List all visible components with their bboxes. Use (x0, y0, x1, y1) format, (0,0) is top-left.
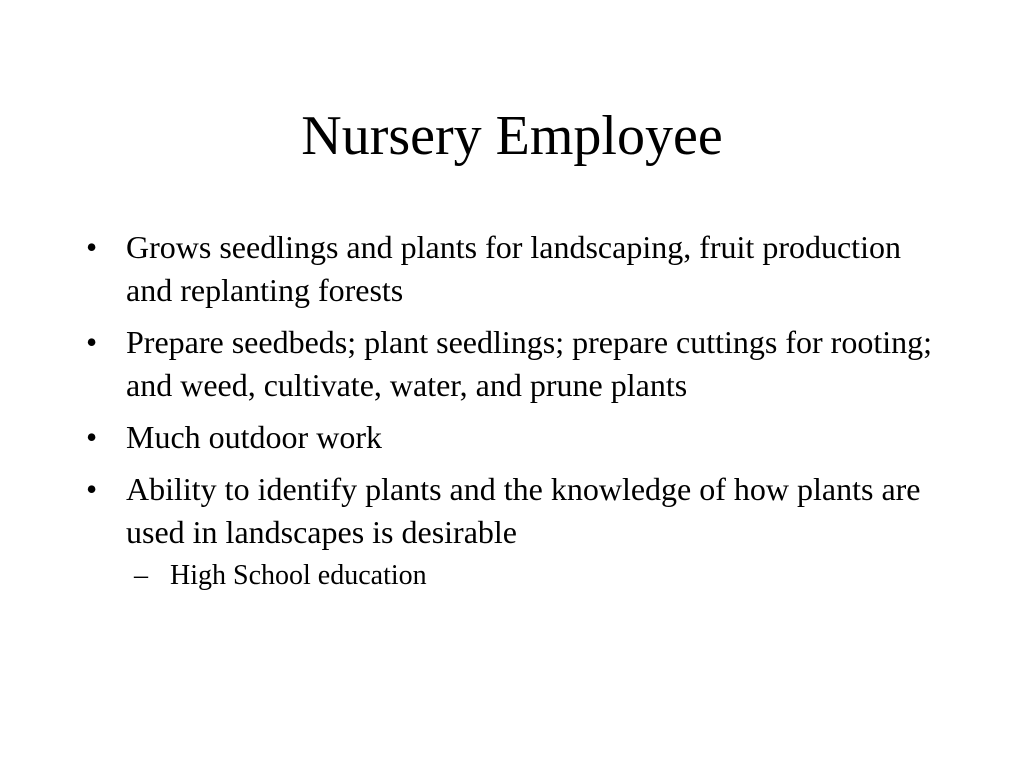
bullet-list (83, 226, 953, 603)
bullet-item (83, 468, 953, 594)
bullet-item (83, 321, 953, 407)
bullet-marker: • (86, 229, 98, 265)
bullet-marker: • (86, 419, 98, 455)
bullet-marker: • (86, 324, 98, 360)
bullet-text: Grows seedlings and plants for landscaping, fruit production and replanting forests (126, 229, 901, 308)
sub-bullet-list (126, 558, 953, 594)
sub-bullet-text: High School education (170, 560, 427, 591)
bullet-text: Ability to identify plants and the knowledge of how plants are used in landscapes is desirable (126, 471, 921, 550)
bullet-item (83, 416, 953, 459)
sub-bullet-marker: – (134, 560, 148, 591)
bullet-marker: • (86, 471, 98, 507)
bullet-text: Much outdoor work (126, 419, 382, 455)
sub-bullet-item (126, 558, 953, 594)
bullet-item (83, 226, 953, 312)
bullet-text: Prepare seedbeds; plant seedlings; prepare cuttings for rooting; and weed, cultivate, water, and prune plants (126, 324, 932, 403)
slide-title: Nursery Employee (301, 105, 723, 167)
